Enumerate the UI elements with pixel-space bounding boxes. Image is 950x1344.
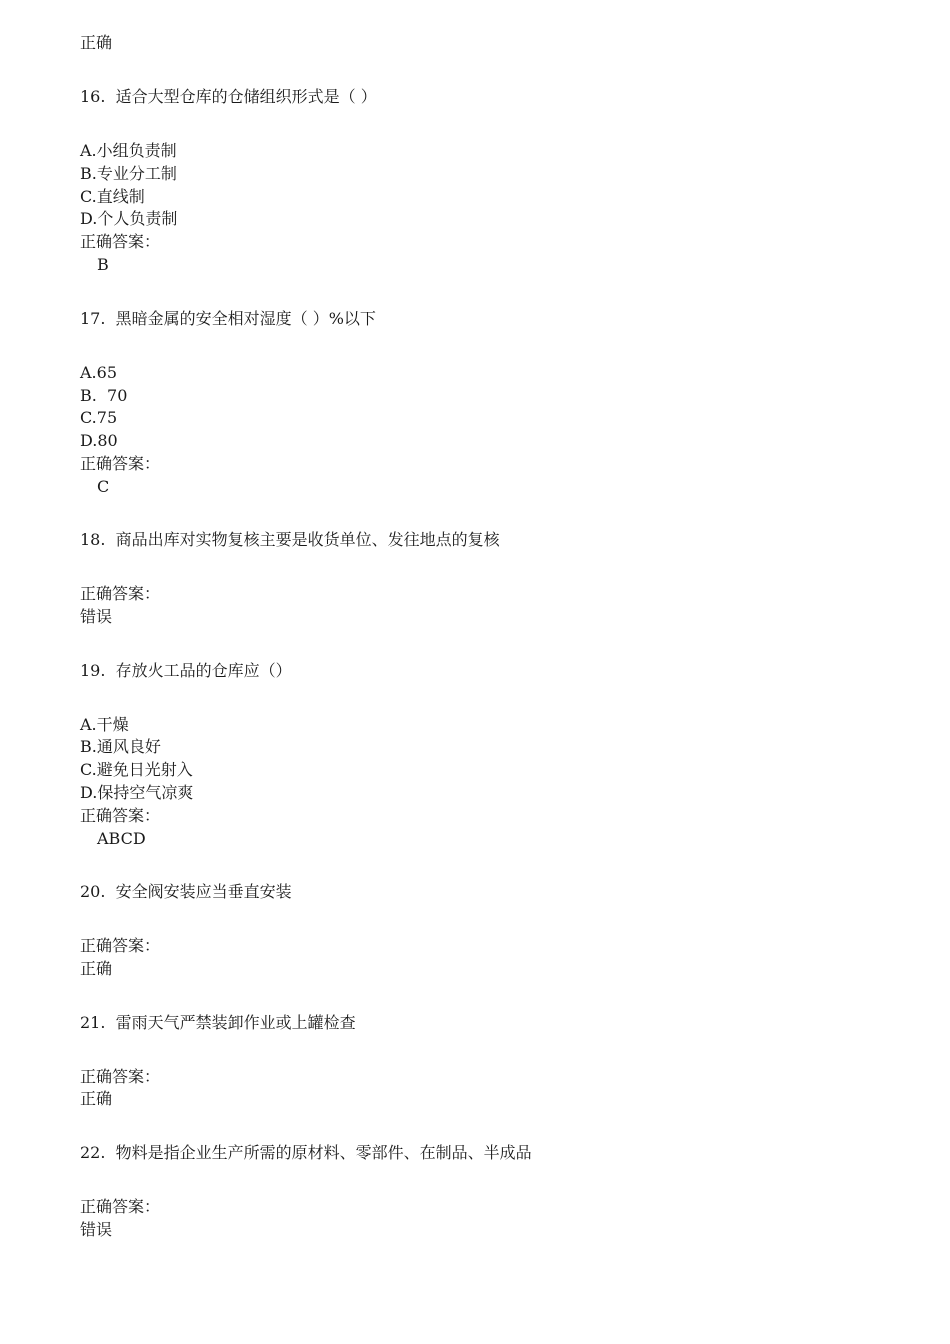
question-text: 雷雨天气严禁装卸作业或上罐检查	[115, 1013, 356, 1032]
question-text: 存放火工品的仓库应（）	[115, 661, 292, 680]
answer-value: ABCD	[97, 829, 146, 848]
question-stem	[80, 1142, 532, 1164]
question-text: 黑暗金属的安全相对湿度（ ）%以下	[115, 309, 376, 328]
question-stem	[80, 86, 377, 108]
question-number: 19.	[80, 661, 106, 680]
option-d: D.80	[80, 431, 118, 450]
question-text: 商品出库对实物复核主要是收货单位、发往地点的复核	[115, 530, 500, 549]
option-b: B.专业分工制	[80, 164, 177, 183]
question-stem	[80, 1012, 356, 1034]
answer-value: 错误	[80, 607, 113, 626]
question-number: 22.	[80, 1143, 106, 1162]
question-stem	[80, 881, 292, 903]
option-d: D.保持空气凉爽	[80, 783, 194, 802]
answer-value: 正确	[80, 959, 113, 978]
question-stem	[80, 529, 500, 551]
question-text: 物料是指企业生产所需的原材料、零部件、在制品、半成品	[115, 1143, 532, 1162]
question-number: 18.	[80, 530, 106, 549]
answer-value: B	[97, 255, 109, 274]
option-a: A.65	[80, 363, 117, 382]
answer-value: 正确	[80, 1089, 113, 1108]
option-b: B.通风良好	[80, 737, 161, 756]
option-c: C.75	[80, 408, 118, 427]
answer-label: 正确答案：	[80, 1067, 161, 1086]
question-text: 适合大型仓库的仓储组织形式是（ ）	[115, 87, 377, 106]
answer-label: 正确答案：	[80, 1197, 161, 1216]
question-stem	[80, 308, 376, 330]
option-c: C.避免日光射入	[80, 760, 193, 779]
question-number: 21.	[80, 1013, 106, 1032]
question-number: 20.	[80, 882, 106, 901]
option-d: D.个人负责制	[80, 209, 178, 228]
question-number: 17.	[80, 309, 106, 328]
answer-label: 正确答案：	[80, 584, 161, 603]
option-b: B. 70	[80, 386, 128, 405]
answer-label: 正确答案：	[80, 806, 161, 825]
answer-value: C	[97, 477, 110, 496]
question-text: 安全阀安装应当垂直安装	[115, 882, 292, 901]
option-a: A.小组负责制	[80, 141, 177, 160]
answer-value: 错误	[80, 1220, 113, 1239]
question-stem	[80, 660, 292, 682]
option-c: C.直线制	[80, 187, 145, 206]
option-a: A.干燥	[80, 715, 129, 734]
answer-label: 正确答案：	[80, 232, 161, 251]
answer-label: 正确答案：	[80, 936, 161, 955]
previous-answer-value: 正确	[80, 33, 113, 52]
question-number: 16.	[80, 87, 106, 106]
answer-label: 正确答案：	[80, 454, 161, 473]
